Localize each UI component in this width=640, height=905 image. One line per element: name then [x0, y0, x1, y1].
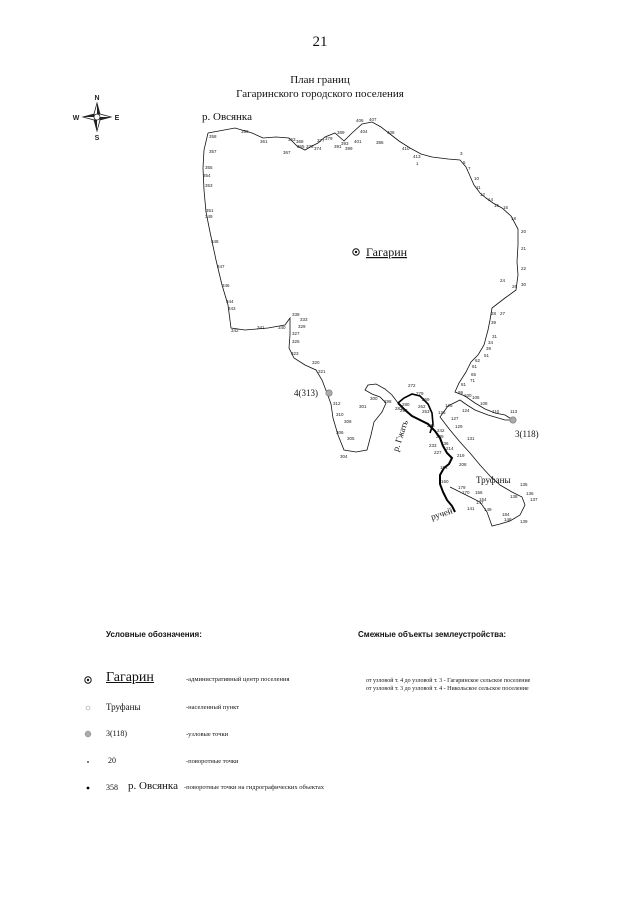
- legend-center-label: Гагарин: [106, 670, 154, 685]
- point-label: 148: [504, 517, 512, 522]
- point-label: 160: [441, 479, 449, 484]
- point-label: 351: [206, 208, 214, 213]
- point-label: 184: [502, 512, 510, 517]
- point-label: 407: [369, 117, 377, 122]
- point-label: 406: [356, 118, 364, 123]
- point-label: 359: [241, 129, 249, 134]
- point-label: 357: [209, 149, 217, 154]
- legend-village-label: Труфаны: [106, 702, 141, 712]
- point-label: 100: [464, 393, 472, 398]
- point-label: 279: [416, 391, 424, 396]
- point-label: 305: [347, 436, 355, 441]
- point-label: 147: [476, 500, 484, 505]
- node-label-3: 3(118): [515, 429, 539, 439]
- point-label: 1: [416, 161, 419, 166]
- legend-turn-label: 20: [108, 756, 116, 765]
- point-label: 308: [344, 419, 352, 424]
- point-label: 374: [314, 146, 322, 151]
- point-label: 21: [521, 246, 527, 251]
- point-label: 3: [460, 151, 463, 156]
- point-label: 391: [334, 144, 342, 149]
- legend-hydro-num: 358: [106, 783, 118, 792]
- point-label: 149: [484, 507, 492, 512]
- point-label: 139: [520, 519, 528, 524]
- point-label: 323: [291, 351, 299, 356]
- point-label: 355: [205, 165, 213, 170]
- point-label: 227: [434, 450, 442, 455]
- point-label: 293: [400, 408, 408, 413]
- point-label: 310: [336, 412, 344, 417]
- point-label: 30: [521, 282, 527, 287]
- point-label: 170: [462, 490, 470, 495]
- point-label: 127: [451, 416, 459, 421]
- point-label: 327: [292, 331, 300, 336]
- village-label: Труфаны: [476, 475, 511, 485]
- point-label: 236: [441, 441, 449, 446]
- legend-turn-point-icon: [87, 761, 89, 763]
- node-point-3-icon: [510, 417, 516, 423]
- point-label: 11: [476, 185, 481, 190]
- node-label-4: 4(313): [294, 388, 318, 398]
- point-label: 346: [222, 283, 230, 288]
- point-label: 298: [384, 399, 392, 404]
- point-label: 27: [500, 311, 506, 316]
- point-label: 253: [422, 409, 430, 414]
- point-label: 5: [463, 160, 466, 165]
- point-label: 342: [231, 328, 239, 333]
- legend-node-label: 3(118): [106, 729, 128, 738]
- adjacent-line-2: от узловой т. 3 до узловой т. 4 - Никольское сельское поселение: [366, 686, 529, 692]
- center-label: Гагарин: [366, 245, 408, 259]
- point-label: 262: [418, 404, 426, 409]
- point-label: 20: [521, 229, 527, 234]
- legend-village-icon: [86, 706, 90, 710]
- point-label: 22: [521, 266, 527, 271]
- point-label: 156: [475, 490, 483, 495]
- title-line-1: План границ: [290, 74, 350, 86]
- point-label: 280: [402, 402, 410, 407]
- point-label: 10: [474, 176, 480, 181]
- river-gzhat-label: р. Гжать: [390, 418, 410, 453]
- point-label: 333: [300, 317, 308, 322]
- legend-center-desc: -административный центр поселения: [186, 676, 290, 683]
- point-label: 39: [486, 346, 492, 351]
- compass-n: N: [94, 95, 100, 102]
- point-label: 367: [283, 150, 291, 155]
- point-label: 340: [278, 325, 286, 330]
- legend-village-desc: -населенный пункт: [186, 704, 240, 711]
- point-label: 246: [427, 423, 435, 428]
- point-label: 393: [341, 141, 349, 146]
- point-label: 312: [333, 401, 341, 406]
- point-label: 61: [472, 364, 478, 369]
- point-label: 410: [402, 146, 410, 151]
- point-label: 99: [458, 390, 464, 395]
- point-label: 379: [325, 136, 333, 141]
- point-label: 136: [526, 491, 534, 496]
- point-label: 349: [205, 214, 213, 219]
- point-label: 65: [471, 372, 477, 377]
- point-label: 343: [228, 306, 236, 311]
- point-label: 26: [512, 284, 518, 289]
- legend-node-icon: [85, 731, 91, 737]
- point-label: 306: [336, 430, 344, 435]
- point-label: 373: [306, 144, 314, 149]
- point-label: 7: [468, 166, 471, 171]
- point-label: 283: [395, 406, 403, 411]
- point-label: 179: [458, 485, 466, 490]
- point-label: 138: [510, 494, 518, 499]
- point-label: 108: [480, 401, 488, 406]
- point-label: 325: [292, 339, 300, 344]
- point-label: 219: [457, 453, 465, 458]
- legend-turn-desc: -поворотные точки: [186, 758, 239, 765]
- page-number: 21: [312, 34, 328, 50]
- point-label: 329: [298, 324, 306, 329]
- point-label: 18: [511, 216, 517, 221]
- adjacent-heading: Смежные объекты землеустройства:: [358, 630, 507, 639]
- point-label: 105: [472, 395, 480, 400]
- point-label: 125: [445, 403, 453, 408]
- river-gzhat: [398, 403, 455, 512]
- point-label: 131: [467, 436, 475, 441]
- point-label: 321: [318, 369, 326, 374]
- point-label: 24: [500, 278, 506, 283]
- point-label: 62: [475, 358, 481, 363]
- point-label: 386: [376, 140, 384, 145]
- river-ovsyanka-label: р. Овсянка: [202, 111, 252, 123]
- point-label: 31: [492, 334, 498, 339]
- point-label: 129: [455, 424, 463, 429]
- point-label: 320: [312, 360, 320, 365]
- boundary-line: [208, 122, 525, 526]
- point-label: 242: [437, 428, 445, 433]
- compass-w: W: [72, 115, 80, 122]
- point-label: 113: [510, 409, 518, 414]
- point-label: 304: [340, 454, 348, 459]
- legend-hydro-point-icon: [87, 787, 90, 790]
- point-label: 358: [209, 134, 217, 139]
- point-label: 301: [359, 404, 367, 409]
- point-label: 12: [480, 192, 486, 197]
- point-label: 110: [492, 409, 500, 414]
- point-label: 233: [429, 443, 437, 448]
- point-label: 194: [440, 465, 448, 470]
- point-label: 300: [370, 396, 378, 401]
- point-label: 348: [211, 239, 219, 244]
- point-label: 344: [226, 299, 234, 304]
- point-label: 214: [446, 446, 454, 451]
- point-label: 413: [413, 154, 421, 159]
- point-label: 71: [470, 378, 476, 383]
- point-label: 365: [297, 144, 305, 149]
- point-label: 208: [459, 462, 467, 467]
- point-label: 154: [479, 497, 487, 502]
- point-label: 137: [530, 497, 538, 502]
- point-label: 34: [488, 340, 494, 345]
- point-label: 368: [296, 139, 304, 144]
- legend-node-desc: -узловые точки: [186, 731, 229, 738]
- point-label: 347: [217, 264, 225, 269]
- point-label: 401: [354, 139, 362, 144]
- legend-hydro-river: р. Овсянка: [128, 780, 178, 792]
- legend-hydro-desc: -поворотные точки на гидрографических объектах: [184, 784, 325, 791]
- compass-rose-icon: [83, 103, 111, 131]
- point-label: 141: [467, 506, 475, 511]
- point-label: 272: [408, 383, 416, 388]
- point-label: 124: [462, 408, 470, 413]
- compass-s: S: [94, 135, 100, 142]
- stream-label: ручей: [429, 505, 454, 522]
- point-label: 339: [292, 312, 300, 317]
- point-label: 39: [491, 320, 497, 325]
- point-label: 14: [488, 197, 494, 202]
- legend-heading: Условные обозначения:: [106, 630, 202, 639]
- boundary-line-west: [203, 133, 398, 452]
- point-label: 377: [317, 138, 325, 143]
- point-label: 269: [422, 397, 430, 402]
- point-label: 81: [461, 382, 467, 387]
- point-label: 354: [203, 173, 211, 178]
- point-label: 15: [494, 203, 500, 208]
- point-label: 126: [438, 410, 446, 415]
- point-label: 361: [260, 139, 268, 144]
- title-line-2: Гагаринского городского поселения: [236, 88, 404, 100]
- point-label: 135: [520, 482, 528, 487]
- point-label: 363: [288, 137, 296, 142]
- point-label: 239: [436, 434, 444, 439]
- point-label: 353: [205, 183, 213, 188]
- point-label: 408: [387, 130, 395, 135]
- point-label: 399: [345, 146, 353, 151]
- point-label: 16: [503, 205, 509, 210]
- point-label: 28: [491, 311, 497, 316]
- adjacent-line-1: от узловой т. 4 до узловой т. 3 - Гагаринское сельское поселение: [366, 678, 531, 684]
- point-label: 51: [484, 353, 490, 358]
- point-label: 341: [257, 325, 265, 330]
- compass-e: E: [114, 115, 120, 122]
- point-label: 404: [360, 129, 368, 134]
- point-label: 389: [337, 130, 345, 135]
- node-point-4-icon: [326, 390, 332, 396]
